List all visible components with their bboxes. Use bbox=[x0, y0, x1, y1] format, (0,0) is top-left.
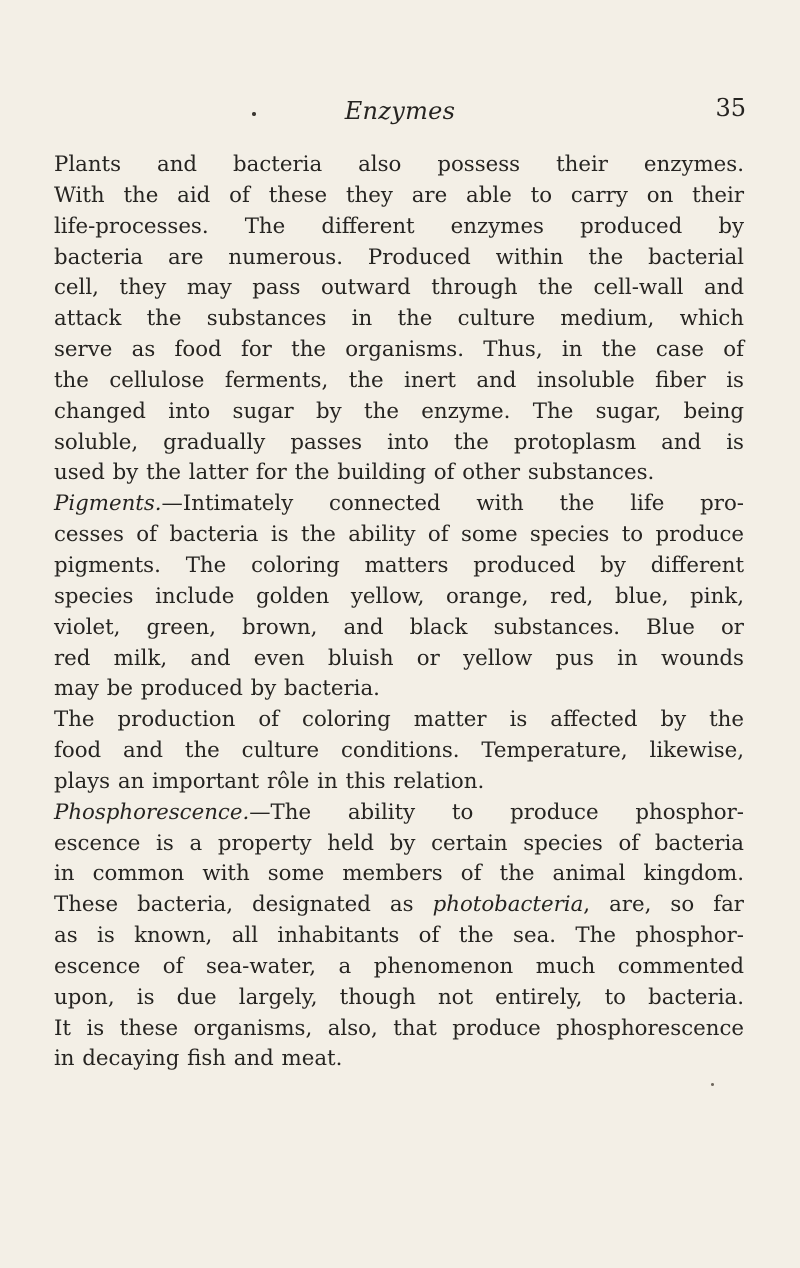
section-heading-pigments: Pigments. bbox=[54, 491, 162, 517]
text-run: These bacteria, designated as bbox=[54, 892, 433, 918]
text-run: —Intimately connected with the life pro- bbox=[161, 491, 744, 517]
text-line: plays an important rôle in this relation. bbox=[54, 768, 485, 794]
text-run: , are, so far bbox=[583, 892, 744, 918]
text-line: serve as food for the organisms. Thus, in the case of bbox=[54, 337, 744, 363]
text-line: cesses of bacteria is the ability of some species to produce bbox=[54, 522, 744, 548]
paper-speck bbox=[711, 1083, 714, 1086]
text-line: life-processes. The different enzymes produced by bbox=[54, 213, 744, 239]
text-line: changed into sugar by the enzyme. The sugar, being bbox=[54, 398, 744, 424]
text-line: escence is a property held by certain species of bacteria bbox=[54, 830, 744, 856]
page-number: 35 bbox=[715, 94, 746, 122]
term-photobacteria: photobacteria bbox=[432, 892, 584, 918]
text-run: —The ability to produce phosphor- bbox=[249, 799, 744, 825]
text-line bbox=[54, 798, 744, 829]
text-line: used by the latter for the building of other substances. bbox=[54, 460, 655, 486]
text-line bbox=[54, 890, 744, 921]
text-line: as is known, all inhabitants of the sea. The phosphor- bbox=[54, 923, 744, 949]
text-line: may be produced by bacteria. bbox=[54, 676, 380, 702]
text-line: escence of sea-water, a phenomenon much commented bbox=[54, 953, 744, 979]
text-line: soluble, gradually passes into the protoplasm and is bbox=[54, 429, 744, 455]
text-line: violet, green, brown, and black substances. Blue or bbox=[54, 614, 744, 640]
text-line: in common with some members of the animal kingdom. bbox=[54, 861, 744, 887]
text-line: red milk, and even bluish or yellow pus in wounds bbox=[54, 645, 744, 671]
text-line: food and the culture conditions. Temperature, likewise, bbox=[54, 738, 744, 764]
text-line bbox=[54, 489, 744, 520]
body-text bbox=[54, 150, 782, 1075]
text-line: attack the substances in the culture medium, which bbox=[54, 306, 744, 332]
text-line: The production of coloring matter is affected by the bbox=[54, 707, 744, 733]
text-line: species include golden yellow, orange, red, blue, pink, bbox=[54, 583, 744, 609]
text-line: cell, they may pass outward through the cell-wall and bbox=[54, 275, 744, 301]
text-line: upon, is due largely, though not entirely, to bacteria. bbox=[54, 984, 744, 1010]
section-heading-phosphorescence: Phosphorescence. bbox=[54, 799, 250, 825]
text-line: in decaying fish and meat. bbox=[54, 1046, 343, 1072]
text-line: the cellulose ferments, the inert and insoluble fiber is bbox=[54, 367, 744, 393]
running-head: Enzymes bbox=[344, 97, 456, 125]
page-header bbox=[40, 94, 760, 131]
text-line: Plants and bacteria also possess their enzymes. bbox=[54, 152, 744, 177]
text-line: It is these organisms, also, that produce phosphorescence bbox=[54, 1015, 744, 1041]
text-line: pigments. The coloring matters produced by different bbox=[54, 552, 744, 578]
text-line: bacteria are numerous. Produced within the bacterial bbox=[54, 244, 744, 270]
text-line: With the aid of these they are able to carry on their bbox=[54, 182, 744, 208]
